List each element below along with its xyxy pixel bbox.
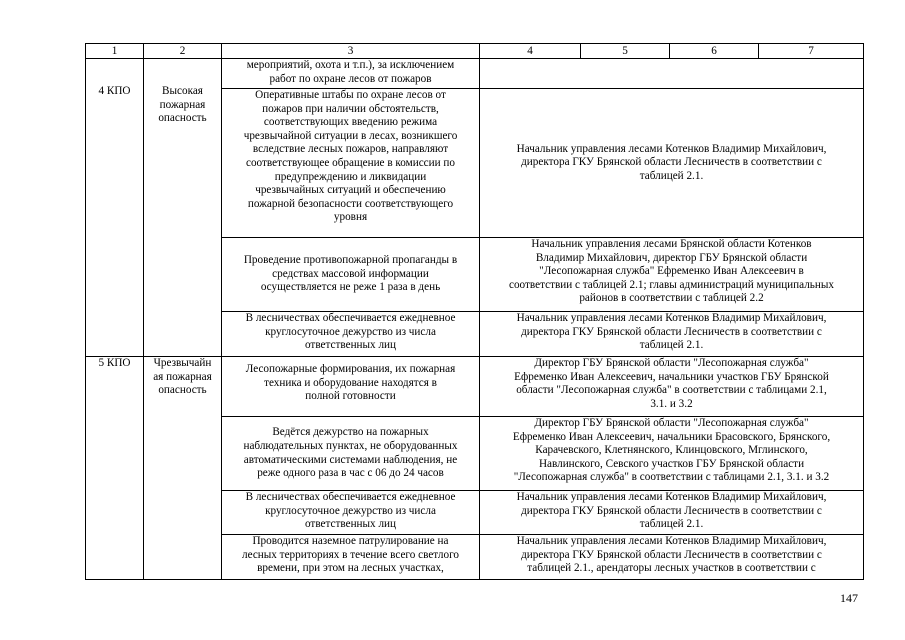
measure-cell: Проведение противопожарной пропаганды в средствах массовой информации осуществляется не реже 1 раза в день [222, 238, 480, 312]
responsible-cell: Начальник управления лесами Котенков Владимир Михайлович, директора ГКУ Брянской области Лесничеств в соответствии с таблицей 2.1., арендаторы лесных участков в соответствии с [480, 535, 864, 580]
column-number-header-row [86, 44, 864, 59]
table-row [86, 357, 864, 417]
responsible-cell: Директор ГБУ Брянской области "Лесопожарная служба" Ефременко Иван Алексеевич, начальники участков ГБУ Брянской области "Лесопожарная служба" в соответствии с таблицами 2.1, 3.1. и 3.2 [480, 357, 864, 417]
measure-cell: В лесничествах обеспечивается ежедневное круглосуточное дежурство из числа ответственных лиц [222, 312, 480, 357]
measure-cell: Лесопожарные формирования, их пожарная техника и оборудование находятся в полной готовности [222, 357, 480, 417]
column-number-3: 3 [222, 44, 480, 59]
measure-cell: Оперативные штабы по охране лесов от пожаров при наличии обстоятельств, соответствующих введению режима чрезвычайной ситуации в лесах, возникшего вследствие лесных пожаров, направляют соответствующее обращение в комиссии по предупреждению и ликвидации чрезвычайных ситуаций и обеспечению пожарной безопасности соответствующего уровня [222, 89, 480, 238]
fire-danger-measures-table [85, 43, 864, 580]
measure-cell: мероприятий, охота и т.п.), за исключением работ по охране лесов от пожаров [222, 59, 480, 89]
table-row [86, 59, 864, 89]
responsible-cell: Директор ГБУ Брянской области "Лесопожарная служба" Ефременко Иван Алексеевич, начальники Брасовского, Брянского, Карачевского, Клетнянского, Клинцовского, Мглинского, Навлинского, Севского участков ГБУ Брянской области "Лесопожарная служба" в соответствии с таблицами 2.1, 3.1. и 3.2 [480, 417, 864, 491]
responsible-cell: Начальник управления лесами Котенков Владимир Михайлович, директора ГКУ Брянской области Лесничеств в соответствии с таблицей 2.1. [480, 491, 864, 535]
measure-cell: Проводится наземное патрулирование на лесных территориях в течение всего светлого времени, при этом на лесных участках, [222, 535, 480, 580]
page-number: 147 [840, 591, 858, 605]
column-number-6: 6 [670, 44, 759, 59]
column-number-7: 7 [759, 44, 864, 59]
measure-cell: В лесничествах обеспечивается ежедневное круглосуточное дежурство из числа ответственных лиц [222, 491, 480, 535]
measure-cell: Ведётся дежурство на пожарных наблюдательных пунктах, не оборудованных автоматическими системами наблюдения, не реже одного раза в час с 06 до 24 часов [222, 417, 480, 491]
column-number-1: 1 [86, 44, 144, 59]
kpo-level-cell: 4 КПО [86, 59, 144, 357]
column-number-4: 4 [480, 44, 581, 59]
responsible-cell: Начальник управления лесами Брянской области Котенков Владимир Михайлович, директор ГБУ Брянской области "Лесопожарная служба" Ефременко Иван Алексеевич в соответствии с таблицей 2.1; главы администраций муниципальных районов в соответствии с таблицей 2.2 [480, 238, 864, 312]
column-number-5: 5 [581, 44, 670, 59]
kpo-level-cell: 5 КПО [86, 357, 144, 580]
danger-class-cell: Высокая пожарная опасность [144, 59, 222, 357]
responsible-cell [480, 59, 864, 89]
column-number-2: 2 [144, 44, 222, 59]
responsible-cell: Начальник управления лесами Котенков Владимир Михайлович, директора ГКУ Брянской области Лесничеств в соответствии с таблицей 2.1. [480, 312, 864, 357]
danger-class-cell: Чрезвычайн ая пожарная опасность [144, 357, 222, 580]
responsible-cell: Начальник управления лесами Котенков Владимир Михайлович, директора ГКУ Брянской области Лесничеств в соответствии с таблицей 2.1. [480, 89, 864, 238]
